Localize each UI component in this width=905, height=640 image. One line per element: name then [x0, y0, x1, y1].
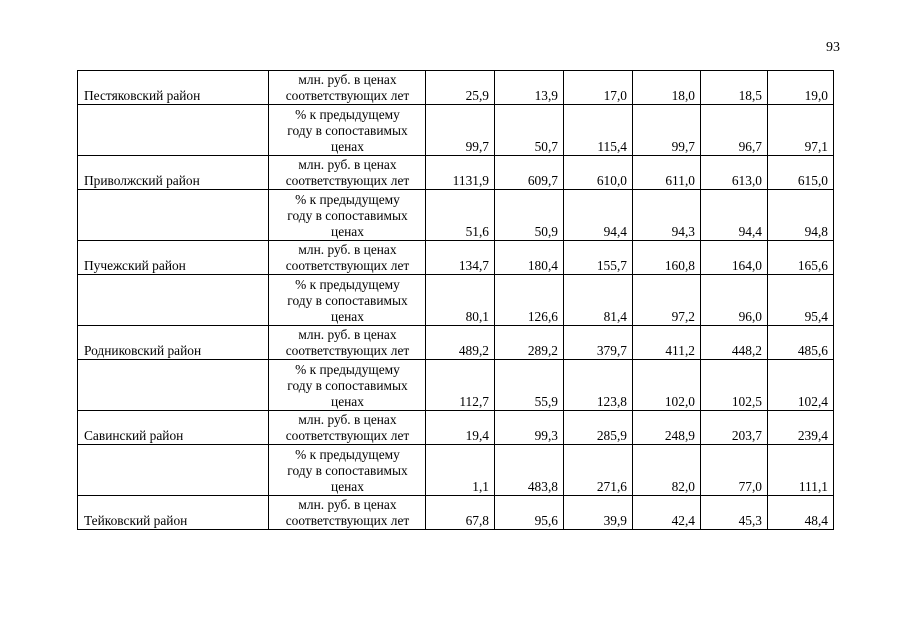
value-cell: 48,4: [768, 496, 834, 530]
value-cell: 99,3: [495, 411, 564, 445]
unit-line: году в сопоставимых: [287, 378, 408, 393]
unit-line: % к предыдущему: [295, 447, 400, 462]
table-row: [78, 71, 834, 105]
value-cell: 55,9: [495, 360, 564, 411]
value-cell: 42,4: [633, 496, 701, 530]
value-cell: 239,4: [768, 411, 834, 445]
unit-line: ценах: [331, 224, 364, 239]
value-cell: 379,7: [564, 326, 633, 360]
table-row: [78, 105, 834, 156]
unit-line: ценах: [331, 139, 364, 154]
value-cell: 25,9: [426, 71, 495, 105]
table-row: [78, 360, 834, 411]
value-cell: 164,0: [701, 241, 768, 275]
value-cell: 94,4: [564, 190, 633, 241]
unit-cell: [269, 326, 426, 360]
unit-cell: [269, 156, 426, 190]
unit-line: млн. руб. в ценах: [298, 157, 397, 172]
unit-line: % к предыдущему: [295, 362, 400, 377]
unit-cell: [269, 411, 426, 445]
table-row: [78, 156, 834, 190]
value-cell: 248,9: [633, 411, 701, 445]
value-cell: 134,7: [426, 241, 495, 275]
unit-line: году в сопоставимых: [287, 293, 408, 308]
unit-cell: [269, 360, 426, 411]
unit-line: млн. руб. в ценах: [298, 497, 397, 512]
value-cell: 448,2: [701, 326, 768, 360]
unit-line: ценах: [331, 394, 364, 409]
value-cell: 613,0: [701, 156, 768, 190]
value-cell: 96,7: [701, 105, 768, 156]
value-cell: 485,6: [768, 326, 834, 360]
unit-line: млн. руб. в ценах: [298, 72, 397, 87]
value-cell: 94,3: [633, 190, 701, 241]
table-body: [78, 71, 834, 530]
unit-line: году в сопоставимых: [287, 463, 408, 478]
value-cell: 45,3: [701, 496, 768, 530]
value-cell: 81,4: [564, 275, 633, 326]
value-cell: 102,5: [701, 360, 768, 411]
unit-line: млн. руб. в ценах: [298, 327, 397, 342]
value-cell: 610,0: [564, 156, 633, 190]
unit-line: ценах: [331, 479, 364, 494]
value-cell: 489,2: [426, 326, 495, 360]
district-cell: Пестяковский район: [78, 71, 269, 105]
value-cell: 13,9: [495, 71, 564, 105]
value-cell: 160,8: [633, 241, 701, 275]
district-cell: [78, 360, 269, 411]
table-row: [78, 326, 834, 360]
table-row: [78, 241, 834, 275]
unit-cell: [269, 105, 426, 156]
district-cell: Савинский район: [78, 411, 269, 445]
unit-line: соответствующих лет: [285, 258, 410, 273]
district-cell: Родниковский район: [78, 326, 269, 360]
value-cell: 80,1: [426, 275, 495, 326]
unit-cell: [269, 241, 426, 275]
table-row: [78, 190, 834, 241]
unit-cell: [269, 190, 426, 241]
value-cell: 39,9: [564, 496, 633, 530]
value-cell: 203,7: [701, 411, 768, 445]
value-cell: 97,1: [768, 105, 834, 156]
page-number: 93: [826, 40, 840, 55]
district-cell: [78, 190, 269, 241]
value-cell: 289,2: [495, 326, 564, 360]
district-cell: Тейковский район: [78, 496, 269, 530]
value-cell: 155,7: [564, 241, 633, 275]
value-cell: 102,0: [633, 360, 701, 411]
value-cell: 51,6: [426, 190, 495, 241]
unit-line: году в сопоставимых: [287, 208, 408, 223]
value-cell: 97,2: [633, 275, 701, 326]
value-cell: 50,9: [495, 190, 564, 241]
value-cell: 18,0: [633, 71, 701, 105]
value-cell: 180,4: [495, 241, 564, 275]
value-cell: 411,2: [633, 326, 701, 360]
district-cell: [78, 105, 269, 156]
value-cell: 111,1: [768, 445, 834, 496]
unit-line: млн. руб. в ценах: [298, 412, 397, 427]
value-cell: 94,4: [701, 190, 768, 241]
unit-line: соответствующих лет: [285, 343, 410, 358]
value-cell: 17,0: [564, 71, 633, 105]
district-cell: Приволжский район: [78, 156, 269, 190]
unit-cell: [269, 445, 426, 496]
value-cell: 99,7: [426, 105, 495, 156]
value-cell: 82,0: [633, 445, 701, 496]
value-cell: 1131,9: [426, 156, 495, 190]
unit-line: млн. руб. в ценах: [298, 242, 397, 257]
value-cell: 112,7: [426, 360, 495, 411]
value-cell: 271,6: [564, 445, 633, 496]
table-row: [78, 275, 834, 326]
value-cell: 611,0: [633, 156, 701, 190]
unit-cell: [269, 71, 426, 105]
unit-line: соответствующих лет: [285, 513, 410, 528]
value-cell: 95,6: [495, 496, 564, 530]
value-cell: 96,0: [701, 275, 768, 326]
unit-cell: [269, 496, 426, 530]
unit-cell: [269, 275, 426, 326]
value-cell: 123,8: [564, 360, 633, 411]
value-cell: 615,0: [768, 156, 834, 190]
table-row: [78, 411, 834, 445]
district-cell: Пучежский район: [78, 241, 269, 275]
unit-line: соответствующих лет: [285, 88, 410, 103]
unit-line: % к предыдущему: [295, 192, 400, 207]
value-cell: 102,4: [768, 360, 834, 411]
value-cell: 609,7: [495, 156, 564, 190]
value-cell: 165,6: [768, 241, 834, 275]
table-row: [78, 496, 834, 530]
unit-line: соответствующих лет: [285, 173, 410, 188]
value-cell: 285,9: [564, 411, 633, 445]
value-cell: 99,7: [633, 105, 701, 156]
unit-line: % к предыдущему: [295, 277, 400, 292]
value-cell: 50,7: [495, 105, 564, 156]
district-cell: [78, 445, 269, 496]
unit-line: ценах: [331, 309, 364, 324]
value-cell: 19,4: [426, 411, 495, 445]
value-cell: 94,8: [768, 190, 834, 241]
value-cell: 95,4: [768, 275, 834, 326]
value-cell: 19,0: [768, 71, 834, 105]
value-cell: 126,6: [495, 275, 564, 326]
district-cell: [78, 275, 269, 326]
unit-line: году в сопоставимых: [287, 123, 408, 138]
value-cell: 67,8: [426, 496, 495, 530]
value-cell: 115,4: [564, 105, 633, 156]
value-cell: 77,0: [701, 445, 768, 496]
unit-line: % к предыдущему: [295, 107, 400, 122]
data-table: [77, 70, 834, 530]
value-cell: 1,1: [426, 445, 495, 496]
value-cell: 18,5: [701, 71, 768, 105]
value-cell: 483,8: [495, 445, 564, 496]
unit-line: соответствующих лет: [285, 428, 410, 443]
table-row: [78, 445, 834, 496]
